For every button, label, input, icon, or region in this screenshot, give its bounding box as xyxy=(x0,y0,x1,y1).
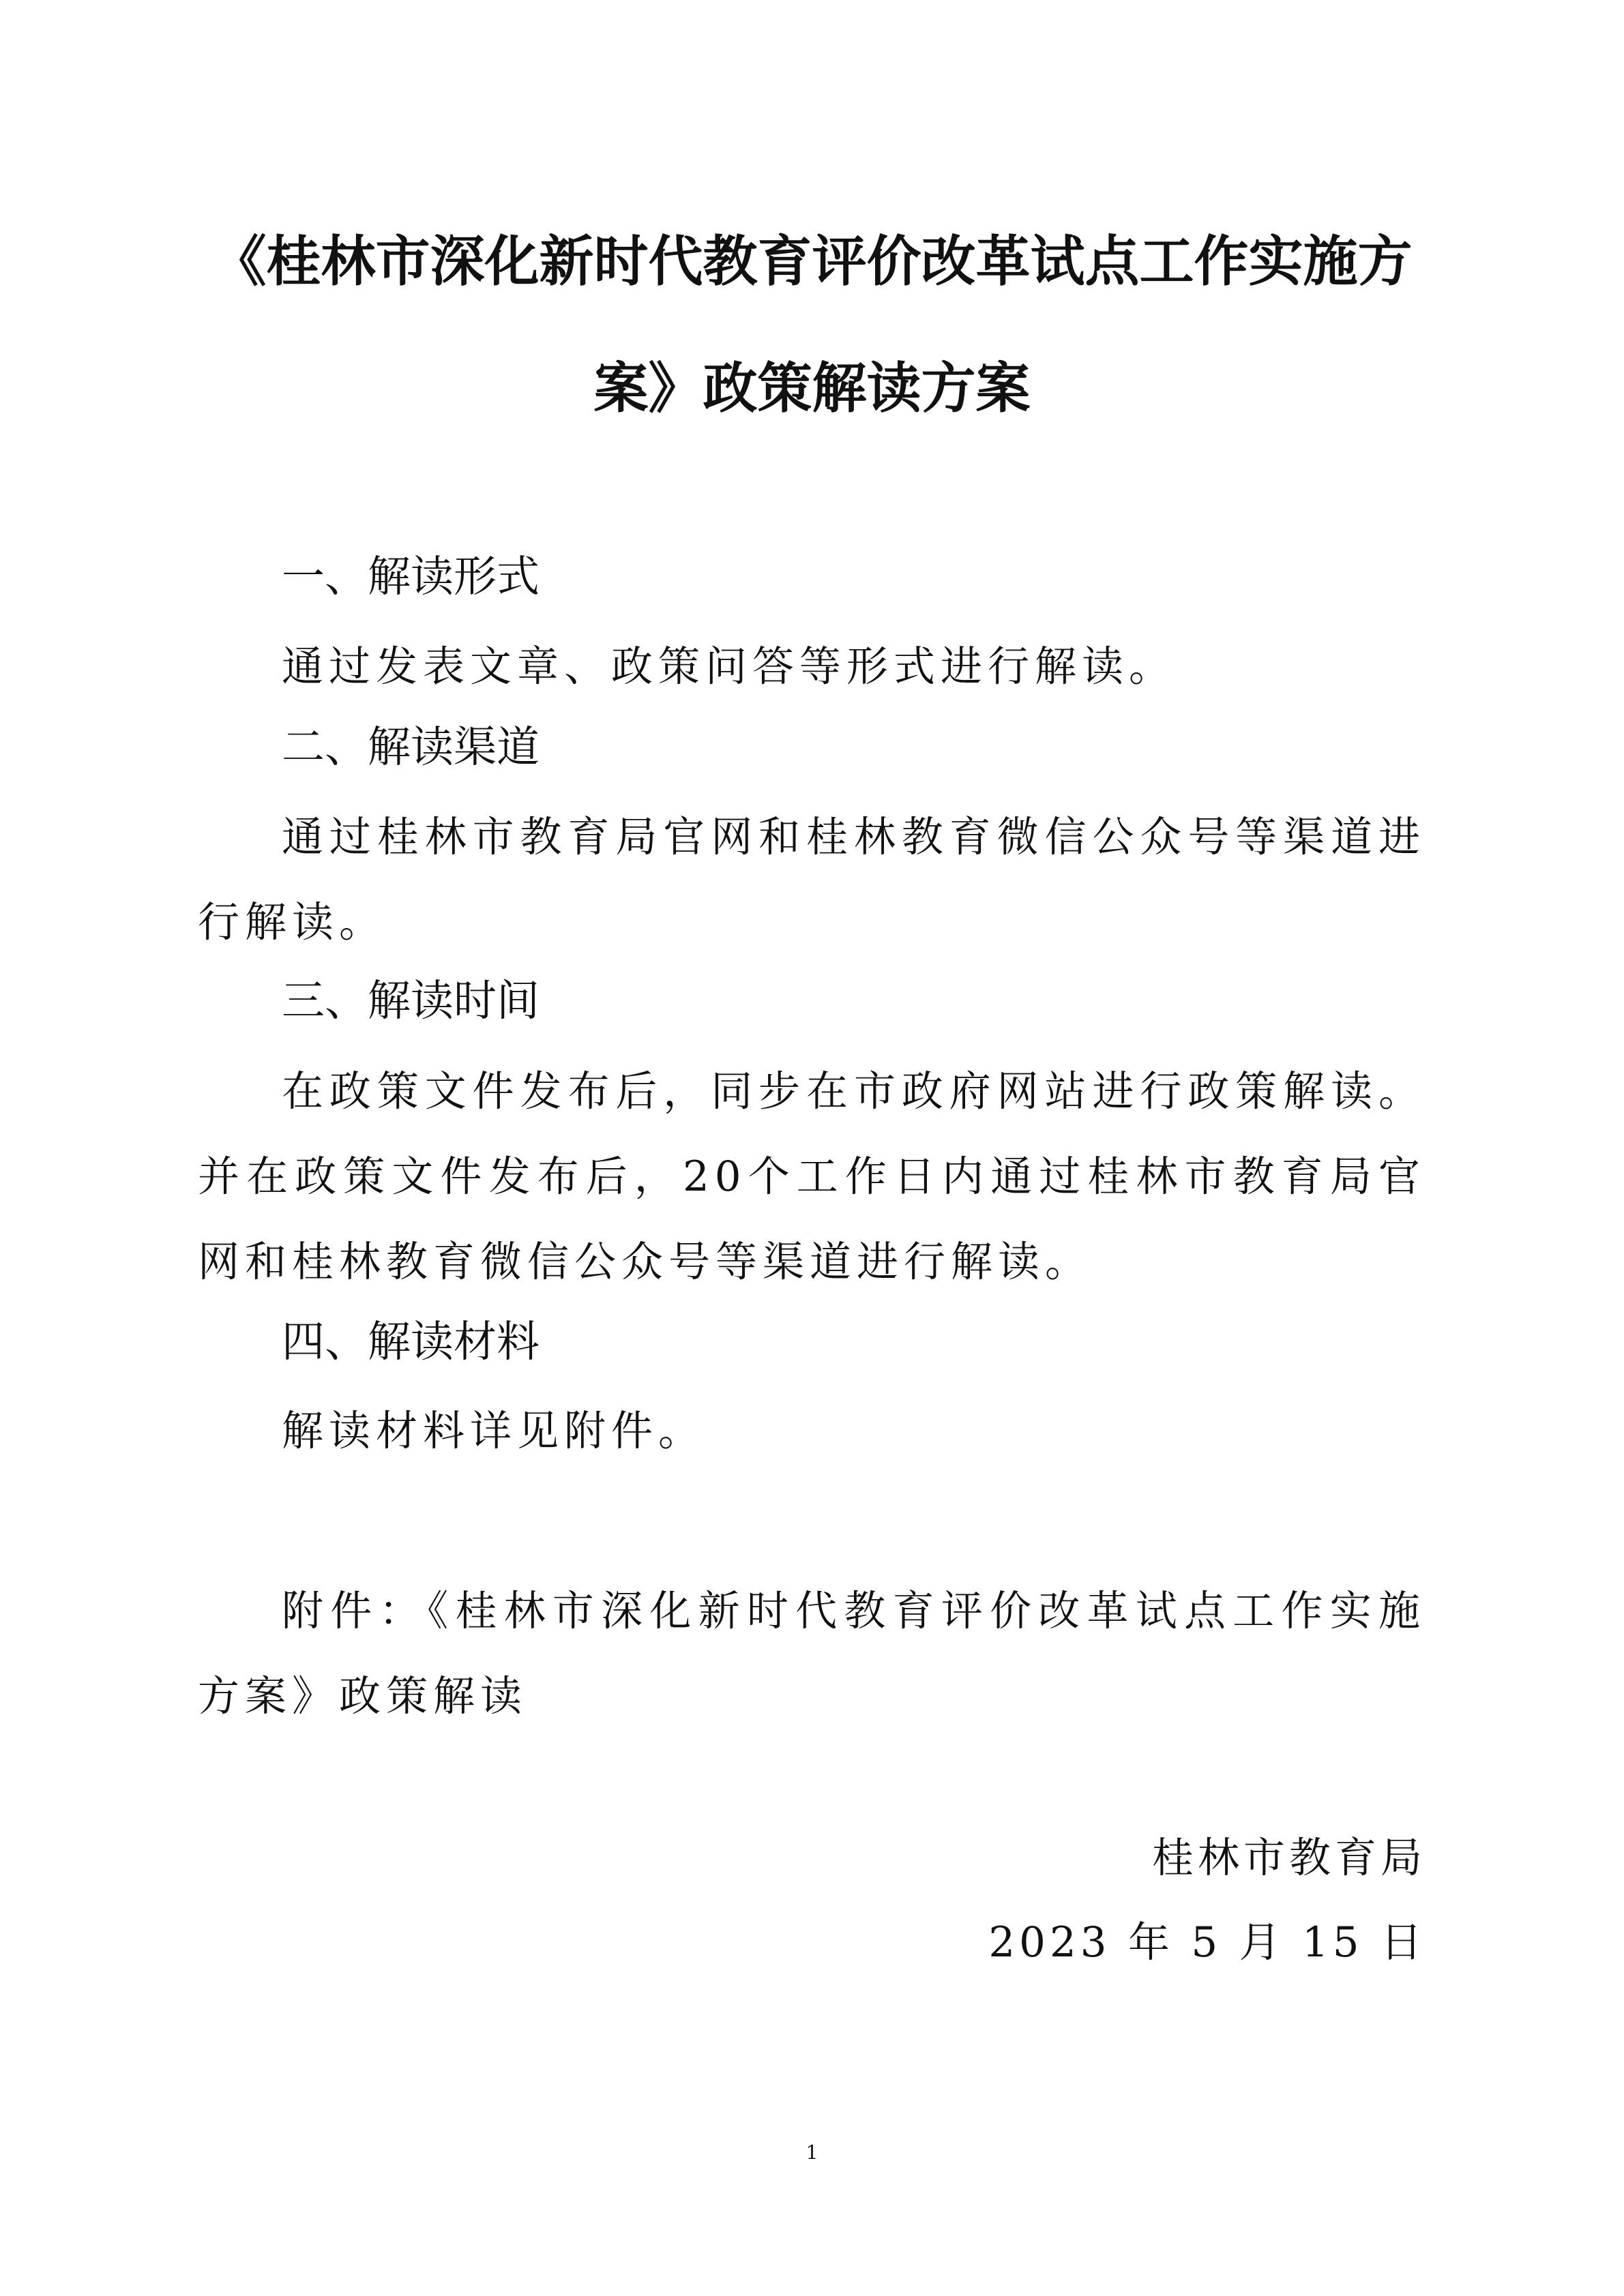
document-title-line-2: 案》政策解读方案 xyxy=(593,357,1031,420)
section-body-material: 解读材料详见附件。 xyxy=(282,1407,706,1455)
attachment-note: 附件：《桂林市深化新时代教育评价改革试点工作实施方案》政策解读 xyxy=(198,1587,1426,1720)
page-number: 1 xyxy=(806,2141,818,2164)
signature-organization: 桂林市教育局 xyxy=(1151,1834,1426,1882)
document-title-line-1: 《桂林市深化新时代教育评价改革试点工作实施方 xyxy=(211,230,1413,293)
section-heading-time: 三、解读时间 xyxy=(282,976,540,1026)
signature-date: 2023 年 5 月 15 日 xyxy=(988,1918,1426,1967)
section-heading-material: 四、解读材料 xyxy=(282,1317,540,1367)
section-heading-channel: 二、解读渠道 xyxy=(282,722,540,772)
section-body-time: 在政策文件发布后，同步在市政府网站进行政策解读。并在政策文件发布后，20个工作日内通过桂林市教育局官网和桂林教育微信公众号等渠道进行解读。 xyxy=(198,1067,1426,1286)
section-body-channel: 通过桂林市教育局官网和桂林教育微信公众号等渠道进行解读。 xyxy=(198,813,1426,946)
section-body-form: 通过发表文章、政策问答等形式进行解读。 xyxy=(282,642,1177,691)
section-heading-form: 一、解读形式 xyxy=(282,552,540,601)
